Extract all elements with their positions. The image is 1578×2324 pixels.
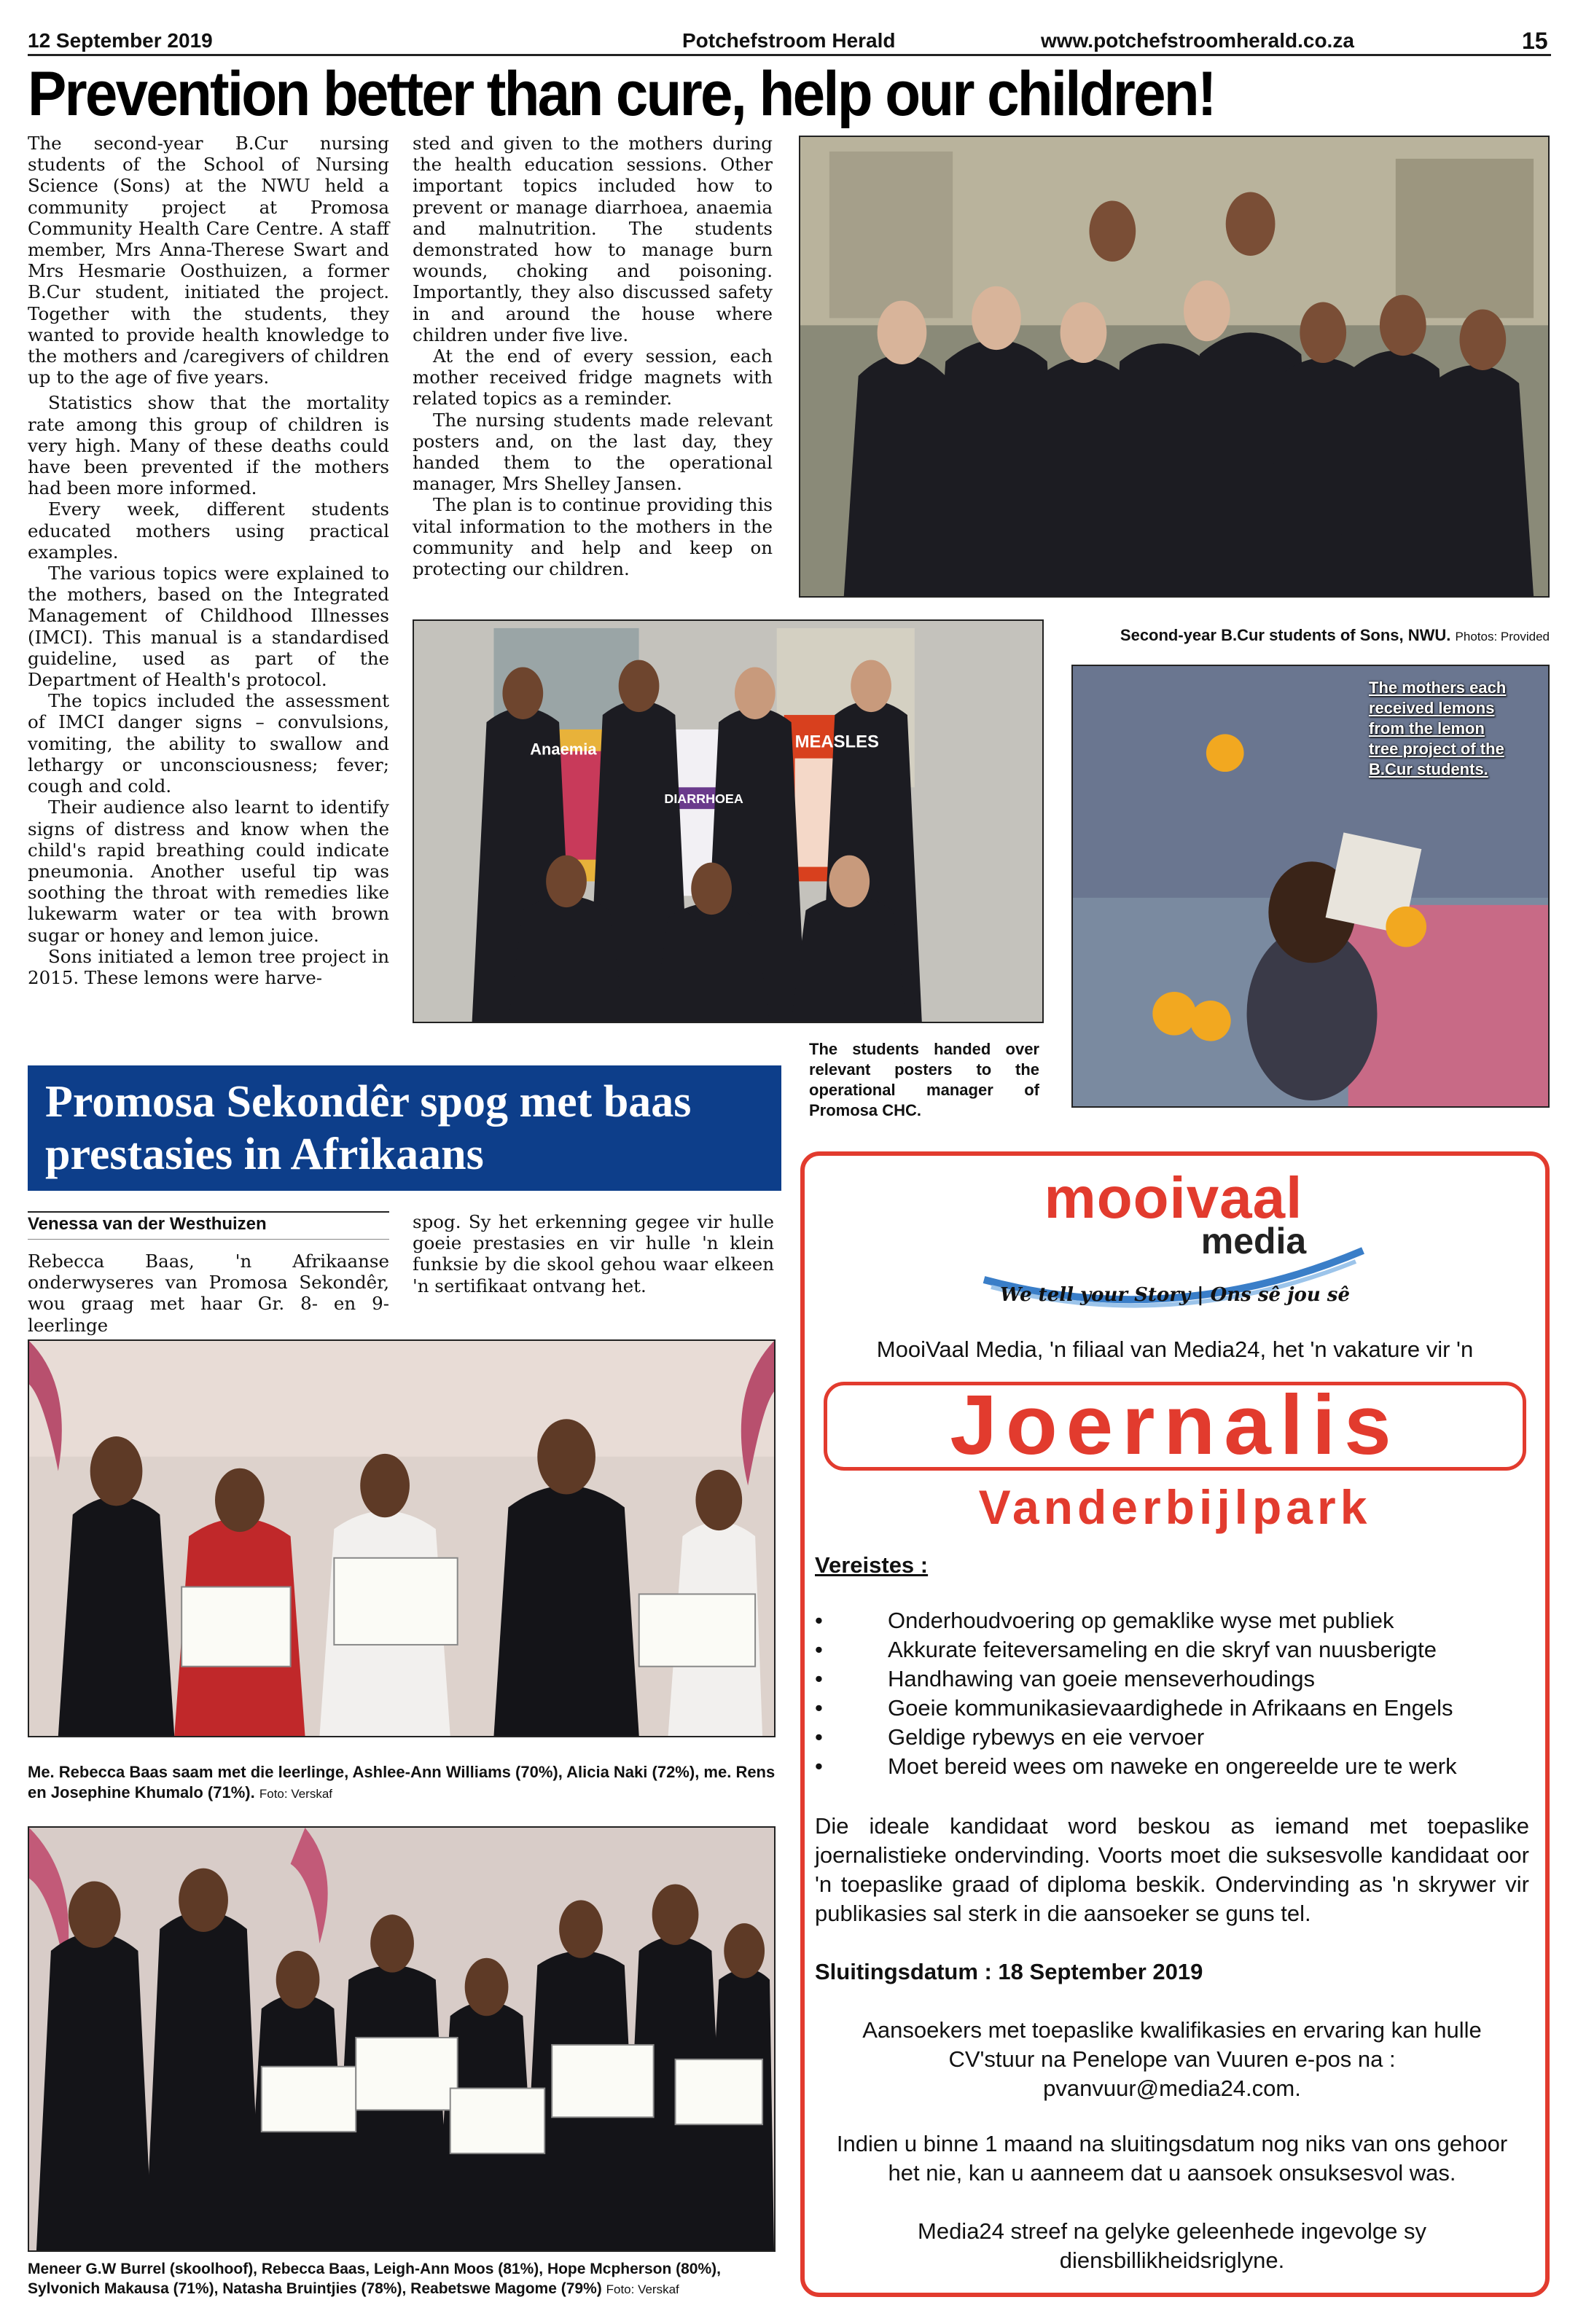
- page-number: 15: [1522, 28, 1548, 54]
- article-headline: Prevention better than cure, help our children!: [28, 59, 1215, 129]
- unsuccessful-notice: Indien u binne 1 maand na sluitingsdatum nog niks van ons gehoor het nie, kan u aanneem dat u aansoek onsuksesvol was.: [836, 2131, 1508, 2186]
- job-location: Vanderbijlpark: [978, 1480, 1372, 1534]
- article1-column-2: [413, 133, 773, 579]
- photo-students-posters-image: [414, 621, 1042, 1022]
- logo-tagline: We tell your Story | Ons sê jou sê: [1000, 1284, 1350, 1306]
- logo-wordmark-top: mooivaal: [1044, 1165, 1303, 1230]
- photo-credit: Photos: Provided: [1455, 630, 1550, 643]
- article1-column-1: [28, 133, 389, 988]
- list-item: • Moet bereid wees om naweke en ongereelde ure te werk: [815, 1752, 1544, 1781]
- article2-headline: Promosa Sekondêr spog met baas prestasies in Afrikaans: [45, 1077, 692, 1179]
- photo-baas-learners-image: [29, 1341, 774, 1736]
- photo-students-posters-caption: The students handed over relevant posters to the operational manager of Promosa CHC.: [809, 1040, 1039, 1119]
- list-item: • Akkurate feiteversameling en die skryf van nuusberigte: [815, 1635, 1544, 1664]
- poster-diarrhoea-text: DIARRHOEA: [664, 791, 743, 807]
- photo-principal-learners: [28, 1826, 776, 2252]
- logo-wordmark-bottom: media: [1200, 1221, 1307, 1261]
- photo-lemons-caption: The mothers each received lemons from the lemon tree project of the B.Cur students.: [1369, 678, 1507, 778]
- paragraph: At the end of every session, each mother received fridge magnets with related topics as a reminder.: [413, 345, 773, 410]
- photo-baas-learners-caption: Me. Rebecca Baas saam met die leerlinge, Ashlee-Ann Williams (70%), Alicia Naki (72%), me. Rens en Josephine Khumalo (71%). Foto: Verskaf: [28, 1763, 776, 1801]
- paragraph: Sons initiated a lemon tree project in 2015. These lemons were harve-: [28, 945, 389, 988]
- issue-date: 12 September 2019: [28, 29, 213, 52]
- list-item: • Handhawing van goeie menseverhoudings: [815, 1664, 1544, 1694]
- photo-nursing-students-image: [800, 137, 1548, 596]
- paragraph: The nursing students made relevant posters and, on the last day, they handed them to the operational manager, Mrs Shelley Jansen.: [413, 409, 773, 495]
- ideal-candidate: Die ideale kandidaat word beskou as iemand met toepaslike joernalistieke ondervinding. Voorts moet die suksesvolle kandidaat oor 'n toepaslike graad of diploma beskik. Ondervinding as 'n skrywer vir publikasies sal sterk in die aansoeker se guns tel.: [815, 1813, 1529, 1926]
- ad-intro: MooiVaal Media, 'n filiaal van Media24, het 'n vakature vir 'n: [876, 1337, 1474, 1362]
- paragraph: The various topics were explained to the mothers, based on the Integrated Management of Childhood Illnesses (IMCI). This manual is a standardised guideline, used as part of the Department of Health's protocol.: [28, 563, 389, 691]
- paragraph: Their audience also learnt to identify signs of distress and know when the child's rapid breathing could indicate pneumonia. Another useful tip was soothing the throat with remedies like lukewarm water or tea with brown sugar or honey and lemon juice.: [28, 797, 389, 946]
- photo-credit: Foto: Verskaf: [606, 2282, 679, 2296]
- paragraph: Statistics show that the mortality rate among this group of children is very high. Many of these deaths could have been prevented if the mothers had been more informed.: [28, 392, 389, 499]
- photo-nursing-students: [799, 136, 1550, 598]
- photo-principal-learners-caption: Meneer G.W Burrel (skoolhoof), Rebecca Baas, Leigh-Ann Moos (81%), Hope Mcpherson (80%), Sylvonich Makausa (71%), Natasha Bruintjies (78%), Reabetswe Magome (79%) Foto: Verskaf: [28, 2261, 721, 2297]
- job-title: Joernalis: [950, 1377, 1400, 1472]
- paper-url[interactable]: www.potchefstroomherald.co.za: [1041, 29, 1354, 52]
- paragraph: The second-year B.Cur nursing students of the School of Nursing Science (Sons) at the NWU held a community project at Promosa Community Health Care Centre. A staff member, Mrs Anna-Therese Swart and Mrs Hesmarie Oosthuizen, a former B.Cur student, initiated the project. Together with the students, they wanted to provide health knowledge to the mothers and /caregivers of children up to the age of five years.: [28, 133, 389, 388]
- paragraph: Rebecca Baas, 'n Afrikaanse onderwyseres van Promosa Sekondêr, wou graag met haar Gr. 8- en 9-leerlinge: [28, 1251, 389, 1336]
- paper-name: Potchefstroom Herald: [682, 29, 896, 52]
- paragraph: Every week, different students educated mothers using practical examples.: [28, 498, 389, 563]
- closing-date: Sluitingsdatum : 18 September 2019: [815, 1959, 1203, 1984]
- paragraph: sted and given to the mothers during the health education sessions. Other important topics included how to prevent or manage diarrhoea, anaemia and malnutrition. The students demonstrated how to manage burn wounds, choking and poisoning. Importantly, they also discussed safety in and around the house where children under five live.: [413, 133, 773, 345]
- photo-principal-learners-image: [29, 1828, 774, 2250]
- paragraph: The plan is to continue providing this vital information to the mothers in the community and help and keep on protecting our children.: [413, 494, 773, 580]
- poster-measles-text: MEASLES: [794, 732, 879, 752]
- requirements-label: Vereistes :: [815, 1552, 929, 1578]
- requirements-list: [815, 1606, 1544, 1781]
- paragraph: The topics included the assessment of IMCI danger signs – convulsions, vomiting, the ability to swallow and lethargy or unconsciousness; fever; cough and cold.: [28, 690, 389, 797]
- poster-anaemia-text: Anaemia: [530, 740, 597, 759]
- equity-statement: Media24 streef na gelyke geleenhede ingevolge sy diensbillikheidsriglyne.: [918, 2218, 1426, 2273]
- article2-column-2: [413, 1211, 774, 1296]
- photo-baas-learners: [28, 1339, 776, 1737]
- article2-byline: Venessa van der Westhuizen: [28, 1211, 389, 1240]
- paragraph: spog. Sy het erkenning gegee vir hulle goeie prestasies en vir hulle 'n klein funksie by die skool gehou waar elkeen 'n sertifikaat ontvang het.: [413, 1211, 774, 1296]
- application-instructions: Aansoekers met toepaslike kwalifikasies en ervaring kan hulle CV'stuur na Penelope van Vuuren e-pos na : pvanvuur@media24.com.: [862, 2017, 1482, 2101]
- photo-credit: Foto: Verskaf: [259, 1787, 333, 1801]
- article2-column-1: [28, 1251, 389, 1336]
- photo-students-posters: [413, 619, 1044, 1023]
- list-item: • Onderhoudvoering op gemaklike wyse met publiek: [815, 1606, 1544, 1635]
- photo-nursing-students-caption: Second-year B.Cur students of Sons, NWU. Photos: Provided: [1120, 626, 1550, 644]
- list-item: • Goeie kommunikasievaardighede in Afrikaans en Engels: [815, 1694, 1544, 1723]
- list-item: • Geldige rybewys en eie vervoer: [815, 1723, 1544, 1752]
- masthead-rule: [28, 54, 1551, 56]
